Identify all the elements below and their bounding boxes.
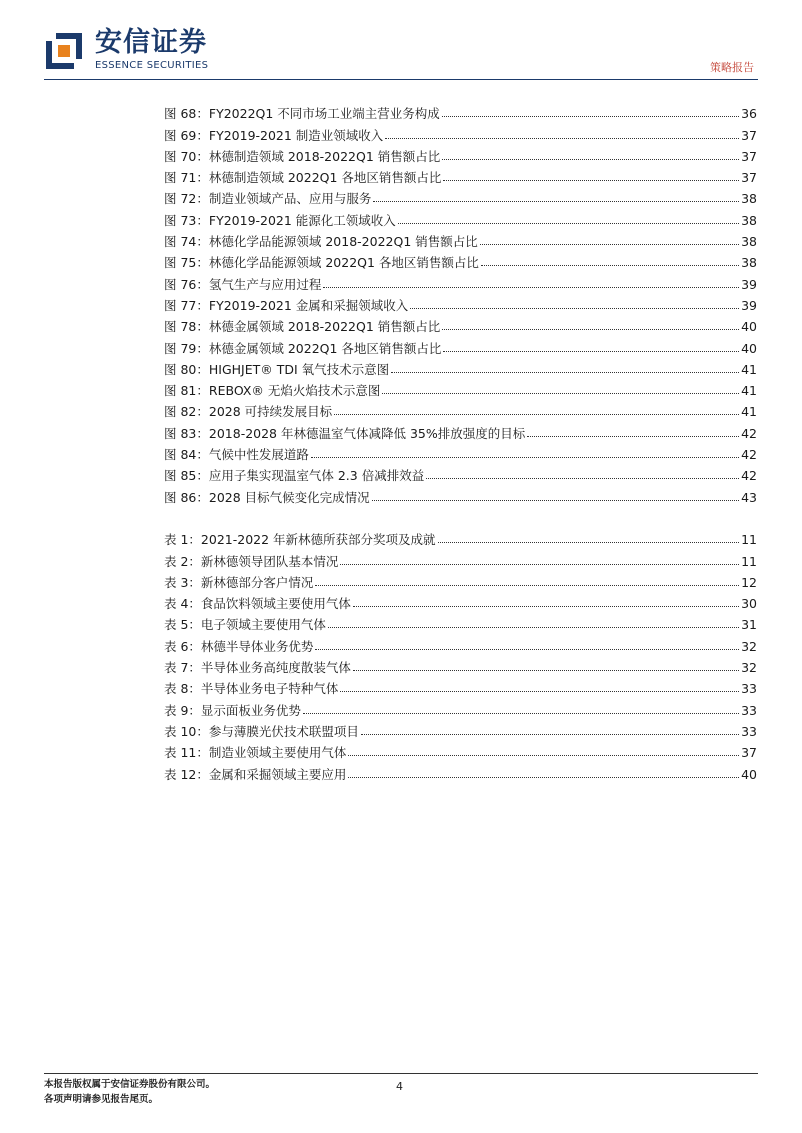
dot-leader xyxy=(382,393,739,394)
toc-entry-title: 表 11：制造业领域主要使用气体 xyxy=(164,745,347,761)
toc-entry-title: 图 68：FY2022Q1 不同市场工业端主营业务构成 xyxy=(164,106,440,122)
toc-entry-title: 图 83：2018-2028 年林德温室气体减降低 35%排放强度的目标 xyxy=(164,425,526,441)
dot-leader xyxy=(303,713,739,714)
toc-page-number: 37 xyxy=(741,170,757,186)
toc-entry-title: 图 70：林德制造领域 2018-2022Q1 销售额占比 xyxy=(164,148,441,164)
toc-page-number: 38 xyxy=(741,255,757,271)
toc-page-number: 37 xyxy=(741,127,757,143)
toc-page-number: 37 xyxy=(741,745,757,761)
dot-leader xyxy=(398,223,739,224)
brand-name-en: ESSENCE SECURITIES xyxy=(95,60,209,71)
toc-page-number: 40 xyxy=(741,319,757,335)
toc-entry-title: 表 10：参与薄膜光伏技术联盟项目 xyxy=(164,723,359,739)
toc-entry-title: 图 78：林德金属领域 2018-2022Q1 销售额占比 xyxy=(164,319,441,335)
dot-leader xyxy=(480,244,739,245)
dot-leader xyxy=(353,670,739,671)
toc-page-number: 38 xyxy=(741,212,757,228)
toc-entry-title: 表 4：食品饮料领域主要使用气体 xyxy=(164,596,351,612)
toc-entry[interactable] xyxy=(164,611,757,632)
dot-leader xyxy=(361,734,739,735)
page-number: 4 xyxy=(396,1080,403,1093)
page-header xyxy=(0,0,802,80)
toc-entry[interactable] xyxy=(164,164,757,185)
toc-page-number: 41 xyxy=(741,404,757,420)
toc-page-number: 11 xyxy=(741,553,757,569)
toc-entry-title: 表 1：2021-2022 年新林德所获部分奖项及成就 xyxy=(164,532,436,548)
toc-entry[interactable] xyxy=(164,292,757,313)
toc-entry-title: 表 7：半导体业务高纯度散装气体 xyxy=(164,660,351,676)
dot-leader xyxy=(426,478,739,479)
dot-leader xyxy=(391,372,739,373)
toc-entry[interactable] xyxy=(164,590,757,611)
toc-page-number: 31 xyxy=(741,617,757,633)
dot-leader xyxy=(353,606,739,607)
toc-page-number: 38 xyxy=(741,191,757,207)
toc-page-number: 42 xyxy=(741,425,757,441)
toc-page-number: 32 xyxy=(741,638,757,654)
dot-leader xyxy=(410,308,739,309)
toc-entry[interactable] xyxy=(164,100,757,121)
toc-entry-title: 图 69：FY2019-2021 制造业领域收入 xyxy=(164,127,384,143)
toc-page-number: 33 xyxy=(741,681,757,697)
toc-page-number: 36 xyxy=(741,106,757,122)
toc-entry-title: 图 82：2028 可持续发展目标 xyxy=(164,404,333,420)
toc-entry-title: 表 6：林德半导体业务优势 xyxy=(164,638,314,654)
toc-entry[interactable] xyxy=(164,483,757,504)
toc-page-number: 38 xyxy=(741,234,757,250)
toc-entry-title: 图 76：氢气生产与应用过程 xyxy=(164,276,322,292)
dot-leader xyxy=(373,201,739,202)
toc-entry-title: 表 5：电子领域主要使用气体 xyxy=(164,617,326,633)
toc-entry-title: 图 75：林德化学品能源领域 2022Q1 各地区销售额占比 xyxy=(164,255,479,271)
dot-leader xyxy=(334,414,739,415)
toc-entry-title: 表 8：半导体业务电子特种气体 xyxy=(164,681,339,697)
toc-entry[interactable] xyxy=(164,249,757,270)
toc-entry-title: 图 72：制造业领域产品、应用与服务 xyxy=(164,191,372,207)
toc-entry-title: 图 80：HIGHJET® TDI 氧气技术示意图 xyxy=(164,361,390,377)
brand-name-cn: 安信证券 xyxy=(95,27,207,58)
dot-leader xyxy=(315,649,739,650)
toc-entry[interactable] xyxy=(164,334,757,355)
dot-leader xyxy=(372,500,739,501)
dot-leader xyxy=(340,564,739,565)
report-type: 策略报告 xyxy=(710,61,754,74)
toc-page-number: 32 xyxy=(741,660,757,676)
toc-entry[interactable] xyxy=(164,654,757,675)
toc-entry-title: 表 9：显示面板业务优势 xyxy=(164,702,301,718)
essence-logo-icon xyxy=(44,31,84,71)
dot-leader xyxy=(442,116,739,117)
toc-entry-title: 图 81：REBOX® 无焰火焰技术示意图 xyxy=(164,383,381,399)
toc-entry-title: 图 73：FY2019-2021 能源化工领域收入 xyxy=(164,212,396,228)
toc-entry[interactable] xyxy=(164,228,757,249)
footer-divider xyxy=(44,1073,758,1074)
toc-entry-title: 图 84：气候中性发展道路 xyxy=(164,447,309,463)
dot-leader xyxy=(442,159,739,160)
dot-leader xyxy=(443,180,739,181)
dot-leader xyxy=(527,436,739,437)
toc-page-number: 42 xyxy=(741,447,757,463)
dot-leader xyxy=(443,351,739,352)
toc-entry[interactable] xyxy=(164,526,757,547)
toc-entry[interactable] xyxy=(164,547,757,568)
toc-entry-title: 图 79：林德金属领域 2022Q1 各地区销售额占比 xyxy=(164,340,442,356)
toc-page-number: 41 xyxy=(741,383,757,399)
toc-entry[interactable] xyxy=(164,398,757,419)
dot-leader xyxy=(348,755,739,756)
dot-leader xyxy=(481,265,739,266)
footer-disclaimer: 各项声明请参见报告尾页。 xyxy=(44,1094,159,1105)
toc-entry[interactable] xyxy=(164,185,757,206)
dot-leader xyxy=(311,457,739,458)
toc-page-number: 30 xyxy=(741,596,757,612)
toc-entry[interactable] xyxy=(164,206,757,227)
toc-entry[interactable] xyxy=(164,696,757,717)
toc-entry[interactable] xyxy=(164,441,757,462)
toc-entry-title: 表 12：金属和采掘领域主要应用 xyxy=(164,766,347,782)
dot-leader xyxy=(340,691,739,692)
toc-page-number: 40 xyxy=(741,340,757,356)
header-divider xyxy=(44,79,758,80)
toc-page-number: 33 xyxy=(741,723,757,739)
toc-entry[interactable] xyxy=(164,270,757,291)
toc-entry-title: 图 71：林德制造领域 2022Q1 各地区销售额占比 xyxy=(164,170,442,186)
toc-page-number: 33 xyxy=(741,702,757,718)
dot-leader xyxy=(323,287,739,288)
toc-entry[interactable] xyxy=(164,377,757,398)
toc-page-number: 37 xyxy=(741,148,757,164)
toc-entry[interactable] xyxy=(164,313,757,334)
dot-leader xyxy=(385,138,739,139)
toc-page-number: 39 xyxy=(741,276,757,292)
footer-copyright: 本报告版权属于安信证券股份有限公司。 xyxy=(44,1079,216,1090)
toc-page-number: 43 xyxy=(741,489,757,505)
toc-entry[interactable] xyxy=(164,675,757,696)
table-list xyxy=(164,526,757,782)
toc-entry[interactable] xyxy=(164,143,757,164)
toc-entry[interactable] xyxy=(164,419,757,440)
toc-page-number: 42 xyxy=(741,468,757,484)
toc-page-number: 41 xyxy=(741,361,757,377)
toc-entry[interactable] xyxy=(164,569,757,590)
dot-leader xyxy=(442,329,739,330)
dot-leader xyxy=(328,627,739,628)
toc-page-number: 11 xyxy=(741,532,757,548)
toc-entry[interactable] xyxy=(164,356,757,377)
dot-leader xyxy=(438,542,740,543)
toc-entry-title: 图 74：林德化学品能源领域 2018-2022Q1 销售额占比 xyxy=(164,234,478,250)
toc-entry[interactable] xyxy=(164,760,757,781)
toc-entry-title: 表 2：新林德领导团队基本情况 xyxy=(164,553,339,569)
toc-entry[interactable] xyxy=(164,462,757,483)
toc-entry[interactable] xyxy=(164,121,757,142)
toc-entry-title: 图 86：2028 目标气候变化完成情况 xyxy=(164,489,370,505)
toc-entry[interactable] xyxy=(164,632,757,653)
toc-page-number: 12 xyxy=(741,574,757,590)
dot-leader xyxy=(315,585,739,586)
figure-list xyxy=(164,100,757,505)
toc-entry-title: 图 77：FY2019-2021 金属和采掘领域收入 xyxy=(164,297,409,313)
toc-page-number: 39 xyxy=(741,297,757,313)
toc-entry-title: 图 85：应用子集实现温室气体 2.3 倍减排效益 xyxy=(164,468,425,484)
toc-entry[interactable] xyxy=(164,718,757,739)
toc-entry-title: 表 3：新林德部分客户情况 xyxy=(164,574,314,590)
toc-page-number: 40 xyxy=(741,766,757,782)
dot-leader xyxy=(348,777,739,778)
toc-entry[interactable] xyxy=(164,739,757,760)
